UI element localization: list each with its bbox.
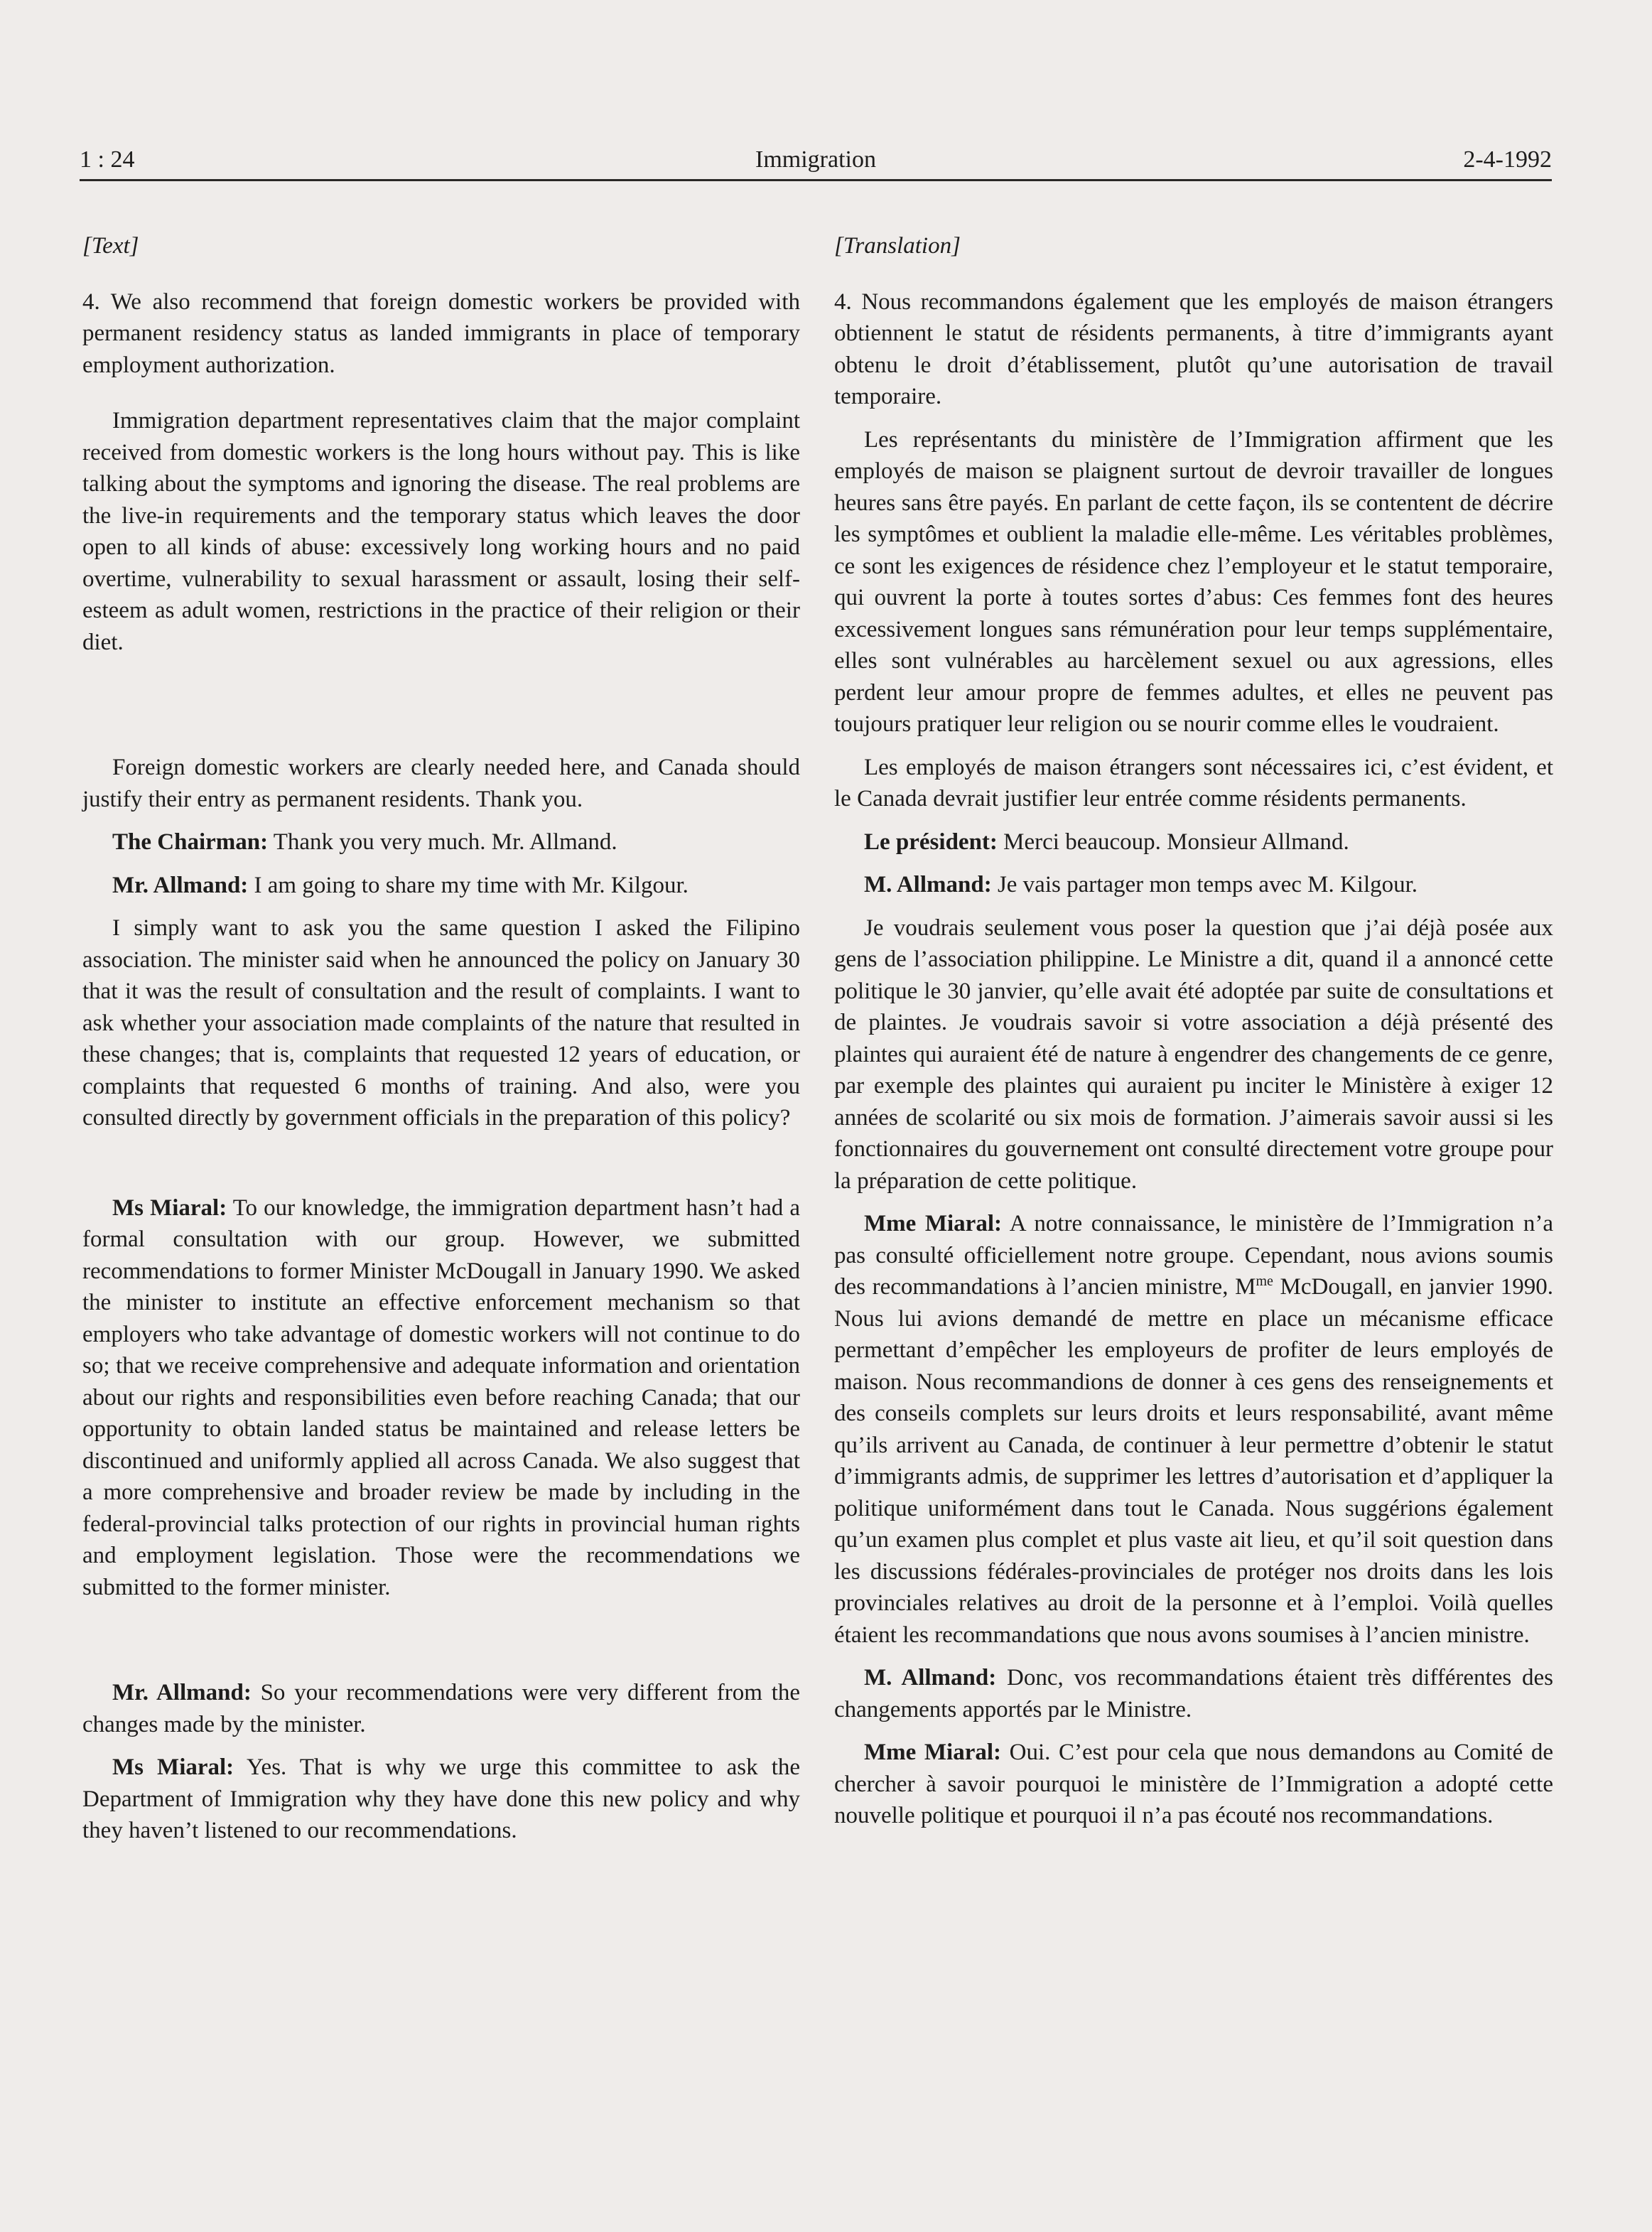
- speaker-name: Mme Miaral:: [864, 1211, 1002, 1236]
- paragraph: I simply want to ask you the same question I asked the Filipino association. The minister said when he announced the policy on January 30 that it was the result of consultation and the result of complaints. I want to ask whether your association made complaints of the nature that resulted in these changes; that is, complaints that requested 12 years of education, or complaints that requested 6 months of training. And also, were you consulted directly by government officials in the preparation of this policy?: [82, 915, 800, 1131]
- paragraph: Les employés de maison étrangers sont nécessaires ici, c’est évident, et le Canada devrait justifier leur entrée comme résidents permanents.: [834, 754, 1553, 812]
- speaker-paragraph: Mr. Allmand: So your recommendations were very different from the changes made by the minister.: [82, 1680, 801, 1737]
- page-header: [80, 146, 1552, 179]
- speaker-name: Ms Miaral:: [112, 1754, 234, 1780]
- header-rule: [80, 179, 1552, 181]
- paragraph: Immigration department representatives claim that the major complaint received from domestic workers is the long hours without pay. This is like talking about the symptoms and ignoring the disease. The real problems are the live-in requirements and the temporary status which leaves the door open to all kinds of abuse: excessively long working hours and no paid overtime, vulnerability to sexual harassment or assault, losing their self-esteem as adult women, restrictions in the practice of their religion or their diet.: [82, 408, 800, 655]
- speaker-paragraph: Mr. Allmand: I am going to share my time with Mr. Kilgour.: [112, 872, 689, 898]
- speaker-name: Mme Miaral:: [864, 1740, 1002, 1765]
- page-date: 2-4-1992: [1463, 146, 1552, 173]
- speaker-paragraph: Ms Miaral: Yes. That is why we urge this committee to ask the Department of Immigration why they have done this new policy and why they haven’t listened to our recommendations.: [82, 1754, 801, 1843]
- page-reference: 1 : 24: [80, 146, 135, 173]
- speaker-name: Mr. Allmand:: [112, 1680, 252, 1705]
- speaker-name: M. Allmand:: [864, 1665, 997, 1691]
- paragraph: Les représentants du ministère de l’Immigration affirment que les employés de maison se plaignent surtout de devroir travailler de longues heures sans être payés. En parlant de cette façon, ils se contentent de décrire les symptômes et oublient la maladie elle-même. Les véritables problèmes, ce sont les exigences de résidence chez l’employeur et le statut temporaire, qui ouvrent la porte à toutes sortes d’abus: Ces femmes font des heures excessivement longues sans rémunération pour leur temps supplémentaire, elles sont vulnérables au harcèlement sexuel ou aux agressions, elles perdent leur amour propre de femmes adultes, et elles ne peuvent pas toujours pratiquer leur religion ou se nourir comme elles le voudraient.: [834, 426, 1553, 737]
- speaker-paragraph: Ms Miaral: To our knowledge, the immigration department hasn’t had a formal consultation with our group. However, we submitted recommendations to former Minister McDougall in January 1990. We asked the minister to institute an effective enforcement mechanism so that employers who take advantage of domestic workers will not continue to do so; that we receive comprehensive and adequate information and orientation about our rights and responsibilities even before reaching Canada; that our opportunity to obtain landed status be maintained and release letters be discontinued and uniformly applied all across Canada. We also suggest that a more comprehensive and broader review be made by including in the federal-provincial talks protection of our rights in provincial human rights and employment legislation. Those were the recommendations we submitted to the former minister.: [82, 1195, 801, 1600]
- speaker-paragraph: The Chairman: Thank you very much. Mr. Allmand.: [112, 829, 617, 855]
- paragraph: 4. Nous recommandons également que les employés de maison étrangers obtiennent le statut de résidents permanents, à titre d’immigrants ayant obtenu le droit d’établissement, plutôt qu’une autorisation de travail temporaire.: [834, 289, 1553, 409]
- text-column-french: [834, 230, 1553, 1843]
- language-label: [Translation]: [834, 233, 961, 259]
- speaker-paragraph: Mme Miaral: Oui. C’est pour cela que nous demandons au Comité de chercher à savoir pourquoi le ministère de l’Immigration a adopté cette nouvelle politique et pourquoi il n’a pas écouté nos recommandations.: [834, 1740, 1554, 1828]
- page-title: Immigration: [755, 146, 876, 173]
- speaker-paragraph: Le président: Merci beaucoup. Monsieur Allmand.: [864, 829, 1349, 855]
- speaker-paragraph: M. Allmand: Donc, vos recommandations étaient très différentes des changements apportés par le Ministre.: [834, 1665, 1553, 1722]
- speaker-name: Le président:: [864, 829, 998, 855]
- speaker-paragraph: Mme Miaral: A notre connaissance, le ministère de l’Immigration n’a pas consulté officiellement notre groupe. Cependant, nous avions soumis des recommandations à l’ancien ministre, $M^{me}$ McDougall, en janvier 1990. Nous lui avions demandé de mettre en place un mécanisme efficace permettant d’empêcher les employeurs de profiter de leurs employés de maison. Nous recommandions de donner à ces gens des renseignements et des conseils complets sur leurs droits et leurs responsabilité, avant même qu’ils arrivent au Canada, de continuer à leur permettre d’obtenir le statut d’immigrants admis, de supprimer les lettres d’autorisation et d’appliquer la politique uniformément dans tout le Canada. Nous suggérions également qu’un examen plus complet et plus vaste ait lieu, et qu’il soit question dans les discussions fédérales-provinciales de protéger nos droits dans les lois provinciales relatives au droit de la personne et à l’emploi. Voilà quelles étaient les recommandations que nous avons soumises à l’ancien ministre.: [834, 1211, 1553, 1648]
- paragraph: Je voudrais seulement vous poser la question que j’ai déjà posée aux gens de l’association philippine. Le Ministre a dit, quand il a annoncé cette politique le 30 janvier, qu’elle avait été adoptée par suite de consultations et de plaintes. Je voudrais savoir si votre association a déjà présenté des plaintes qui auraient été de nature à engendrer des changements de ce genre, par exemple des plaintes qui auraient pu inciter le Ministère à exiger 12 années de scolarité ou six mois de formation. J’aimerais savoir aussi si les fonctionnaires du gouvernement ont consulté directement votre groupe pour la préparation de cette politique.: [834, 915, 1553, 1194]
- paragraph: Foreign domestic workers are clearly needed here, and Canada should justify their entry as permanent residents. Thank you.: [82, 755, 800, 812]
- speaker-name: M. Allmand:: [864, 872, 992, 897]
- paragraph: 4. We also recommend that foreign domestic workers be provided with permanent residency status as landed immigrants in place of temporary employment authorization.: [82, 289, 800, 378]
- speaker-name: Ms Miaral:: [112, 1195, 227, 1221]
- speaker-name: Mr. Allmand:: [112, 872, 249, 898]
- language-label: [Text]: [82, 233, 139, 259]
- speaker-paragraph: M. Allmand: Je vais partager mon temps avec M. Kilgour.: [864, 872, 1418, 897]
- text-column-english: [82, 230, 800, 1858]
- speaker-name: The Chairman:: [112, 829, 269, 855]
